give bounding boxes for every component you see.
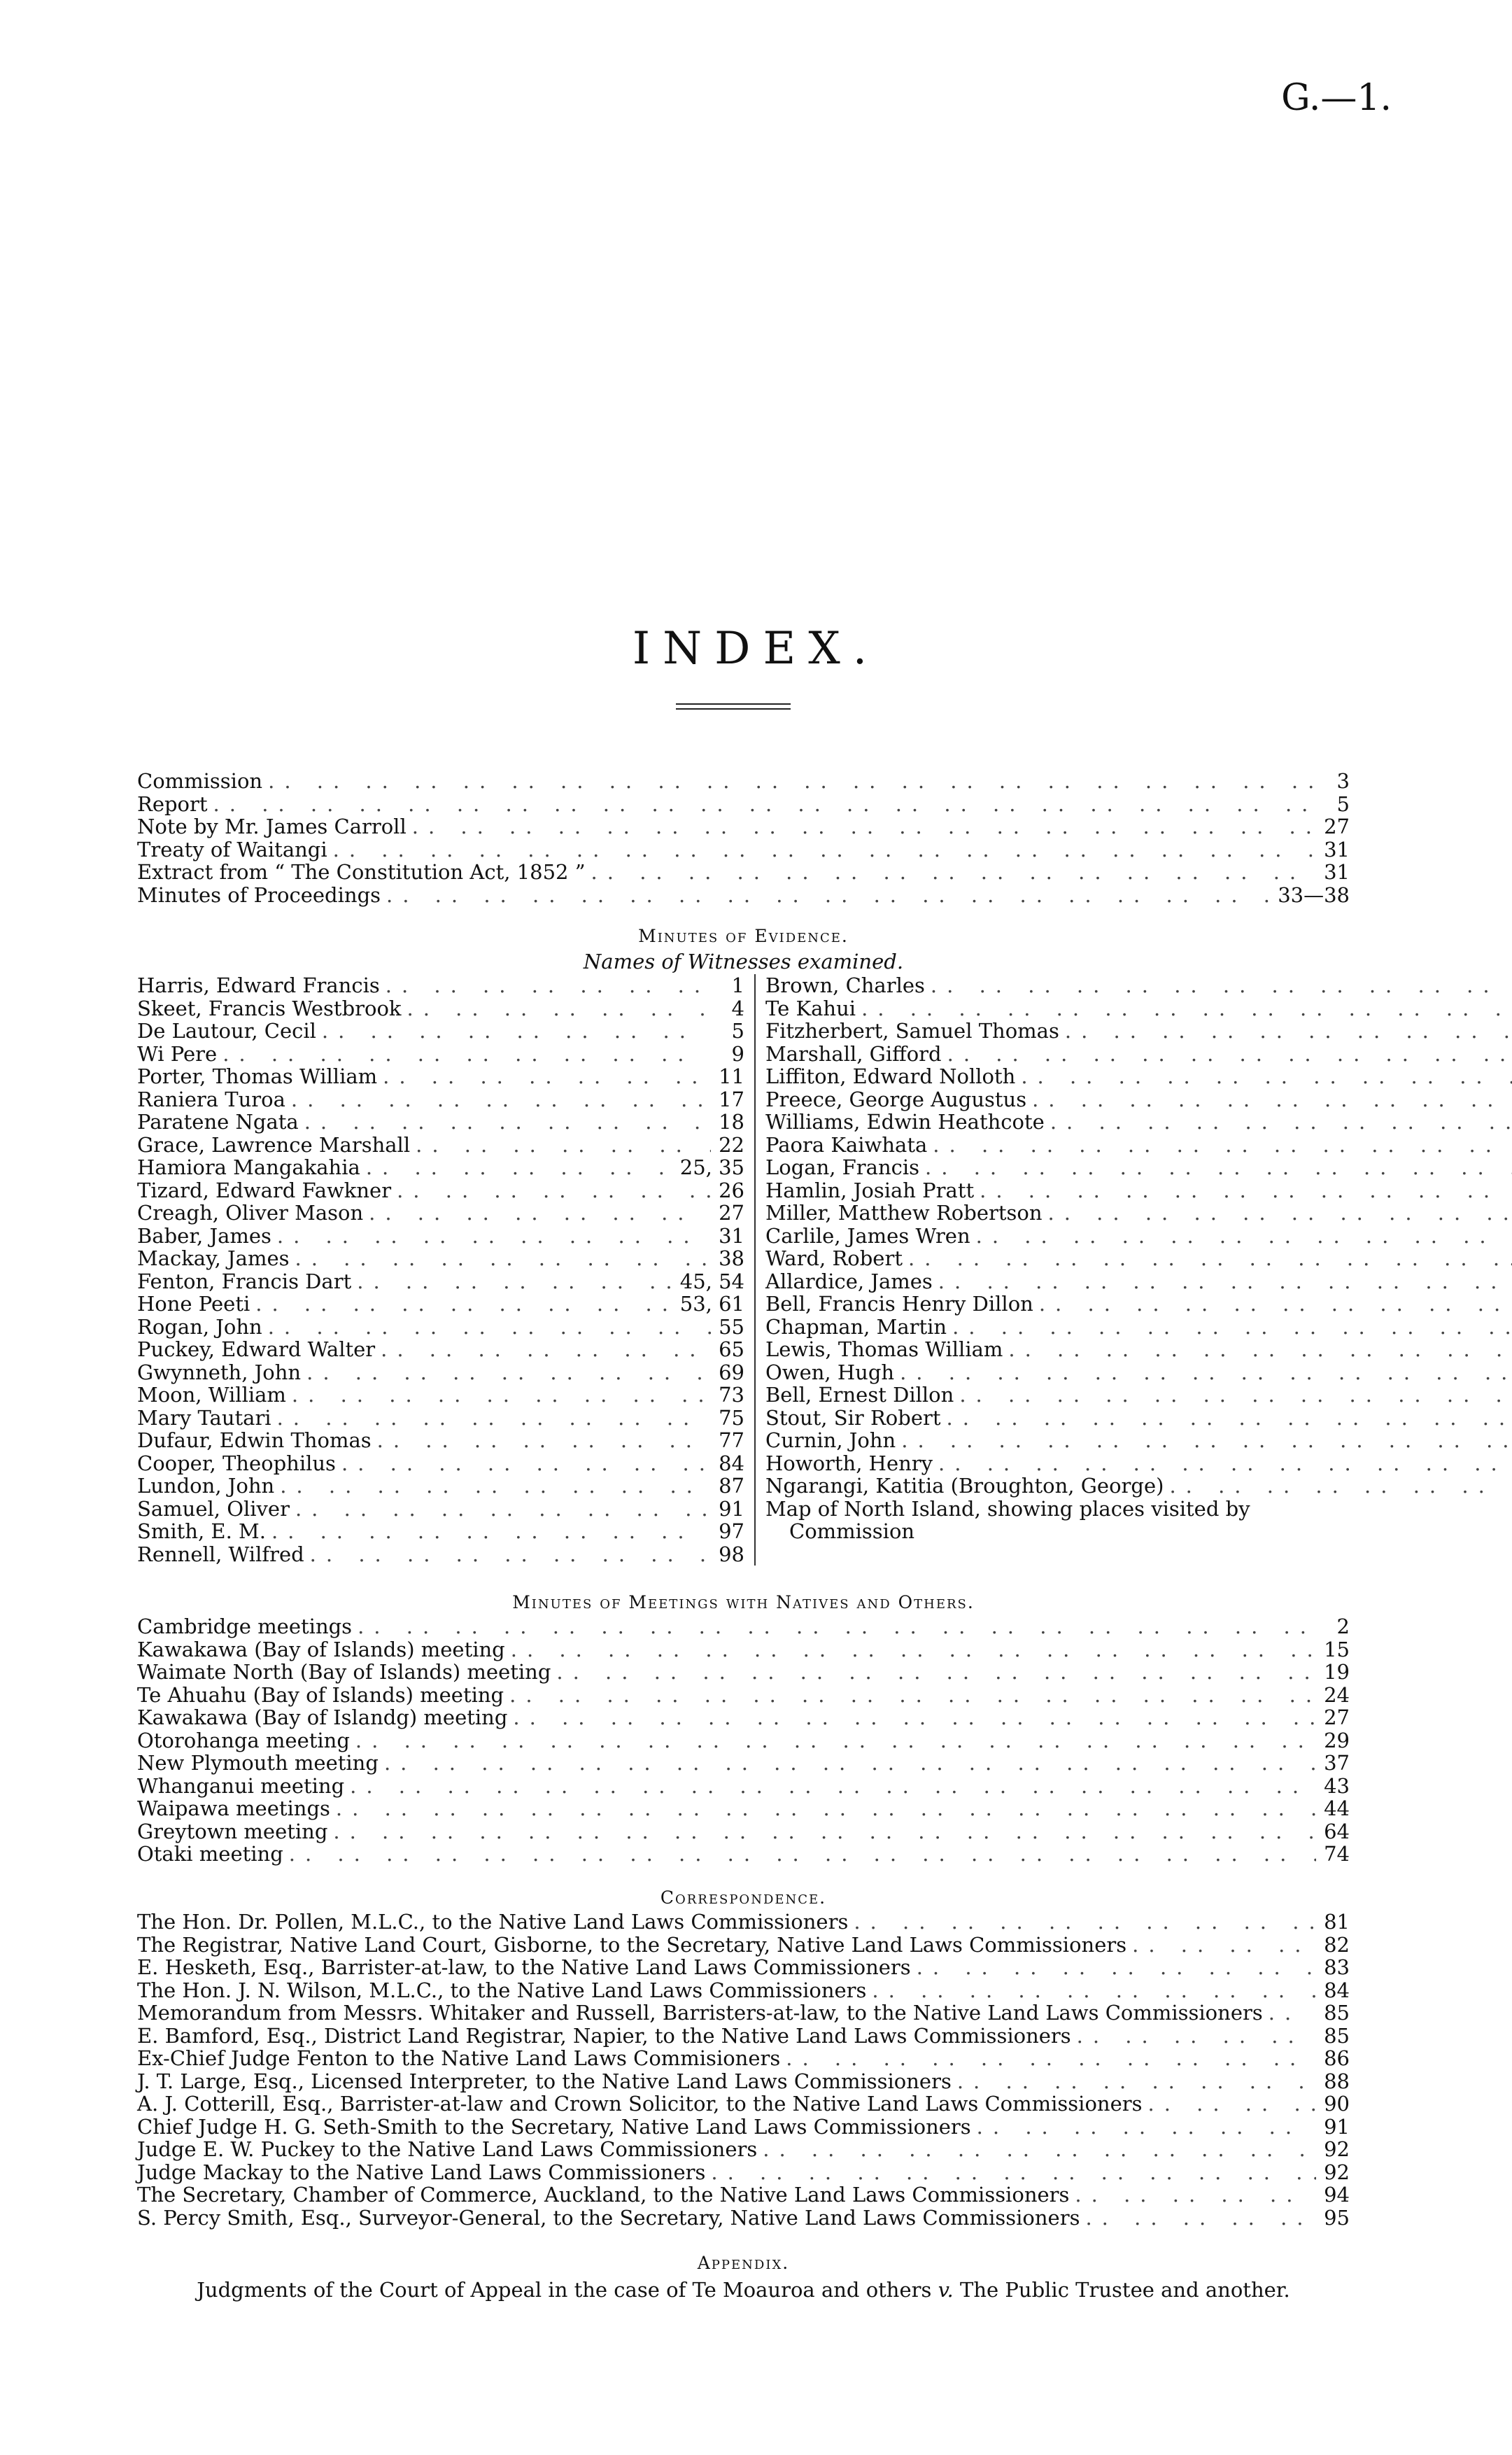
- meeting-row[interactable]: Otorohanga meeting .. .. 29: [137, 1729, 1350, 1752]
- meeting-row[interactable]: Whanganui meeting .. .. 43: [137, 1775, 1350, 1798]
- witness-row[interactable]: Rogan, John .. .. 55: [137, 1316, 744, 1339]
- correspondence-row[interactable]: Memorandum from Messrs. Whitaker and Russell, Barristers-at-law, to the Native Land Laws Commissioners .. .. 85: [137, 2002, 1350, 2025]
- correspondence-row[interactable]: The Hon. Dr. Pollen, M.L.C., to the Native Land Laws Commissioners .. .. 81: [137, 1911, 1350, 1934]
- title-rule: [676, 708, 791, 710]
- correspondence-heading: Correspondence.: [660, 1887, 827, 1908]
- witness-row[interactable]: Puckey, Edward Walter .. .. 65: [137, 1338, 744, 1361]
- correspondence-row[interactable]: J. T. Large, Esq., Licensed Interpreter, to the Native Land Laws Commissioners .. .. 88: [137, 2070, 1350, 2093]
- witness-row[interactable]: Brown, Charles .. ..: [765, 974, 1512, 997]
- witness-row[interactable]: Ngarangi, Katitia (Broughton, George) .. ..: [765, 1475, 1512, 1498]
- witness-row[interactable]: Lewis, Thomas William .. ..: [765, 1338, 1512, 1361]
- witness-row[interactable]: Curnin, John .. ..: [765, 1429, 1512, 1452]
- correspondence-section: [137, 1885, 1350, 2229]
- correspondence-row[interactable]: Ex-Chief Judge Fenton to the Native Land Laws Commisioners .. .. 86: [137, 2047, 1350, 2070]
- meeting-row[interactable]: New Plymouth meeting .. .. 37: [137, 1752, 1350, 1775]
- witness-row[interactable]: Dufaur, Edwin Thomas .. .. 77: [137, 1429, 744, 1452]
- meeting-row[interactable]: Waimate North (Bay of Islands) meeting .. .. 19: [137, 1661, 1350, 1684]
- witness-row[interactable]: Te Kahui .. ..: [765, 997, 1512, 1020]
- evidence-heading: Minutes of Evidence.: [638, 926, 849, 946]
- witness-row[interactable]: Chapman, Martin .. ..: [765, 1316, 1512, 1339]
- witness-row[interactable]: Porter, Thomas William .. .. 11: [137, 1065, 744, 1088]
- evidence-section: [137, 924, 1350, 1566]
- witness-row[interactable]: Preece, George Augustus .. ..: [765, 1088, 1512, 1111]
- correspondence-row[interactable]: The Hon. J. N. Wilson, M.L.C., to the Native Land Laws Commissioners .. .. 84: [137, 1979, 1350, 2002]
- witness-row[interactable]: Paratene Ngata .. .. 18: [137, 1111, 744, 1134]
- witness-columns: [137, 974, 1350, 1566]
- witness-row[interactable]: Tizard, Edward Fawkner .. .. 26: [137, 1179, 744, 1202]
- correspondence-row[interactable]: E. Bamford, Esq., District Land Registrar, Napier, to the Native Land Laws Commissioners .. .. 85: [137, 2025, 1350, 2048]
- witness-row[interactable]: Gwynneth, John .. .. 69: [137, 1361, 744, 1384]
- witness-row[interactable]: Hamlin, Josiah Pratt .. ..: [765, 1179, 1512, 1202]
- witness-row[interactable]: Fitzherbert, Samuel Thomas .. ..: [765, 1020, 1512, 1043]
- correspondence-row[interactable]: Chief Judge H. G. Seth-Smith to the Secretary, Native Land Laws Commissioners .. .. 91: [137, 2116, 1350, 2139]
- witness-row[interactable]: Mackay, James .. .. 38: [137, 1247, 744, 1270]
- witness-row[interactable]: Moon, William .. .. 73: [137, 1384, 744, 1407]
- map-entry-line1[interactable]: Map of North Island, showing places visited by: [765, 1496, 1250, 1521]
- witness-row[interactable]: Stout, Sir Robert .. ..: [765, 1407, 1512, 1430]
- witness-row[interactable]: Carlile, James Wren .. ..: [765, 1225, 1512, 1248]
- appendix-entry[interactable]: Judgments of the Court of Appeal in the case of Te Moauroa and others v. The Public Trustee and another.: [197, 2278, 1290, 2302]
- correspondence-row[interactable]: Judge E. W. Puckey to the Native Land Laws Commissioners .. .. 92: [137, 2138, 1350, 2161]
- appendix-section: [137, 2251, 1350, 2304]
- map-entry-line2[interactable]: Commission: [789, 1519, 915, 1543]
- witness-row[interactable]: Paora Kaiwhata .. ..: [765, 1134, 1512, 1157]
- meeting-row[interactable]: Te Ahuahu (Bay of Islands) meeting .. .. 24: [137, 1684, 1350, 1707]
- index-row[interactable]: Extract from “ The Constitution Act, 1852 ” .. .. 31: [137, 861, 1350, 884]
- page-title: INDEX.: [632, 623, 880, 675]
- witness-row[interactable]: Owen, Hugh .. ..: [765, 1361, 1512, 1384]
- meeting-row[interactable]: Otaki meeting .. .. 74: [137, 1843, 1350, 1866]
- witness-row[interactable]: Lundon, John .. .. 87: [137, 1475, 744, 1498]
- evidence-subheading: Names of Witnesses examined.: [583, 950, 904, 973]
- index-row[interactable]: Commission .. .. 3: [137, 770, 1350, 793]
- page-reference: G.—1.: [1281, 77, 1392, 119]
- meetings-section: [137, 1590, 1350, 1866]
- witness-row[interactable]: Marshall, Gifford .. ..: [765, 1043, 1512, 1066]
- meeting-row[interactable]: Kawakawa (Bay of Islandg) meeting .. .. 27: [137, 1706, 1350, 1729]
- witness-row[interactable]: Hamiora Mangakahia .. .. 25, 35: [137, 1156, 744, 1179]
- title-rule: [676, 703, 791, 705]
- witness-row[interactable]: Harris, Edward Francis .. .. 1: [137, 974, 744, 997]
- meeting-row[interactable]: Cambridge meetings .. .. 2: [137, 1615, 1350, 1638]
- witness-row[interactable]: Smith, E. M. .. .. 97: [137, 1520, 744, 1543]
- witness-row[interactable]: Liffiton, Edward Nolloth .. ..: [765, 1065, 1512, 1088]
- witness-row[interactable]: Fenton, Francis Dart .. .. 45, 54: [137, 1270, 744, 1293]
- index-row[interactable]: Note by Mr. James Carroll .. .. 27: [137, 815, 1350, 838]
- meeting-row[interactable]: Kawakawa (Bay of Islands) meeting .. .. 15: [137, 1638, 1350, 1661]
- witness-column-left: [137, 974, 756, 1566]
- witness-row[interactable]: Grace, Lawrence Marshall .. .. 22: [137, 1134, 744, 1157]
- witness-row[interactable]: Raniera Turoa .. .. 17: [137, 1088, 744, 1111]
- witness-row[interactable]: Logan, Francis .. ..: [765, 1156, 1512, 1179]
- witness-column-right: [756, 974, 1512, 1566]
- witness-row[interactable]: Miller, Matthew Robertson .. ..: [765, 1202, 1512, 1225]
- witness-row[interactable]: Ward, Robert .. ..: [765, 1247, 1512, 1270]
- index-row[interactable]: Treaty of Waitangi .. .. 31: [137, 838, 1350, 861]
- witness-row[interactable]: Skeet, Francis Westbrook .. .. 4: [137, 997, 744, 1020]
- witness-row[interactable]: Williams, Edwin Heathcote .. ..: [765, 1111, 1512, 1134]
- witness-row[interactable]: De Lautour, Cecil .. .. 5: [137, 1020, 744, 1043]
- meetings-heading: Minutes of Meetings with Natives and Others.: [512, 1592, 975, 1612]
- appendix-heading: Appendix.: [697, 2253, 790, 2273]
- witness-row[interactable]: Cooper, Theophilus .. .. 84: [137, 1452, 744, 1475]
- witness-row[interactable]: Howorth, Henry .. ..: [765, 1452, 1512, 1475]
- index-row[interactable]: Report .. .. 5: [137, 793, 1350, 816]
- witness-row[interactable]: Creagh, Oliver Mason .. .. 27: [137, 1202, 744, 1225]
- correspondence-row[interactable]: Judge Mackay to the Native Land Laws Commissioners .. .. 92: [137, 2161, 1350, 2184]
- witness-row[interactable]: Samuel, Oliver .. .. 91: [137, 1498, 744, 1521]
- correspondence-row[interactable]: E. Hesketh, Esq., Barrister-at-law, to the Native Land Laws Commissioners .. .. 83: [137, 1956, 1350, 1979]
- witness-row[interactable]: Bell, Ernest Dillon .. ..: [765, 1384, 1512, 1407]
- meeting-row[interactable]: Greytown meeting .. .. 64: [137, 1820, 1350, 1843]
- correspondence-row[interactable]: A. J. Cotterill, Esq., Barrister-at-law and Crown Solicitor, to the Native Land Laws Commissioners .. .. 90: [137, 2092, 1350, 2116]
- witness-row[interactable]: Allardice, James .. ..: [765, 1270, 1512, 1293]
- witness-row[interactable]: Rennell, Wilfred .. .. 98: [137, 1543, 744, 1566]
- witness-row[interactable]: Mary Tautari .. .. 75: [137, 1407, 744, 1430]
- correspondence-row[interactable]: The Secretary, Chamber of Commerce, Auckland, to the Native Land Laws Commissioners .. .. 94: [137, 2183, 1350, 2207]
- top-index-list: [137, 770, 1350, 906]
- correspondence-row[interactable]: S. Percy Smith, Esq., Surveyor-General, to the Secretary, Native Land Laws Commissioners .. .. 95: [137, 2207, 1350, 2230]
- correspondence-row[interactable]: The Registrar, Native Land Court, Gisborne, to the Secretary, Native Land Laws Commissioners .. .. 82: [137, 1934, 1350, 1957]
- witness-row[interactable]: Hone Peeti .. .. 53, 61: [137, 1293, 744, 1316]
- index-row[interactable]: Minutes of Proceedings .. .. 33—38: [137, 884, 1350, 907]
- witness-row[interactable]: Bell, Francis Henry Dillon .. ..: [765, 1293, 1512, 1316]
- meeting-row[interactable]: Waipawa meetings .. .. 44: [137, 1797, 1350, 1820]
- witness-row[interactable]: Wi Pere .. .. 9: [137, 1043, 744, 1066]
- witness-row[interactable]: Baber, James .. .. 31: [137, 1225, 744, 1248]
